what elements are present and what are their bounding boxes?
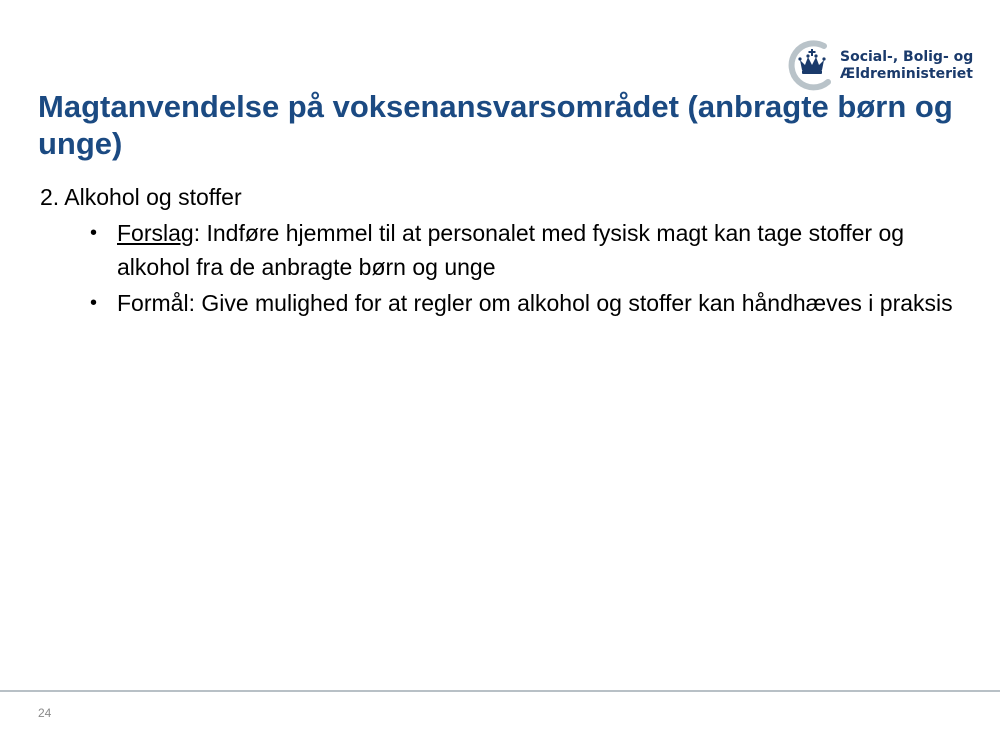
bullet-dot-icon: • bbox=[90, 292, 98, 314]
page-number: 24 bbox=[38, 706, 52, 720]
bullet-label: Formål bbox=[117, 290, 189, 316]
bullet-text: : Indføre hjemmel til at personalet med fysisk magt kan tage stoffer og alkohol fra de anbragte børn og unge bbox=[117, 220, 905, 280]
slide-content bbox=[40, 180, 960, 322]
bullet-dot-icon: • bbox=[90, 222, 98, 244]
bullet-text: : Give mulighed for at regler om alkohol og stoffer kan håndhæves i praksis bbox=[188, 290, 953, 316]
bullet-formaal bbox=[40, 286, 960, 320]
slide-title: Magtanvendelse på voksenansvarsområdet (anbragte børn og unge) bbox=[38, 89, 953, 161]
bullet-list bbox=[40, 216, 960, 320]
footer-divider bbox=[0, 690, 1000, 692]
section-heading: 2. Alkohol og stoffer bbox=[40, 184, 242, 210]
ministry-logo bbox=[784, 40, 974, 92]
ministry-name-line2: Ældreministeriet bbox=[840, 66, 973, 82]
bullet-forslag bbox=[40, 216, 960, 284]
bullet-label: Forslag bbox=[117, 220, 194, 246]
ministry-name-line1: Social-, Bolig- og bbox=[840, 49, 974, 65]
ministry-name bbox=[840, 49, 973, 83]
crown-seal-icon bbox=[784, 40, 836, 92]
